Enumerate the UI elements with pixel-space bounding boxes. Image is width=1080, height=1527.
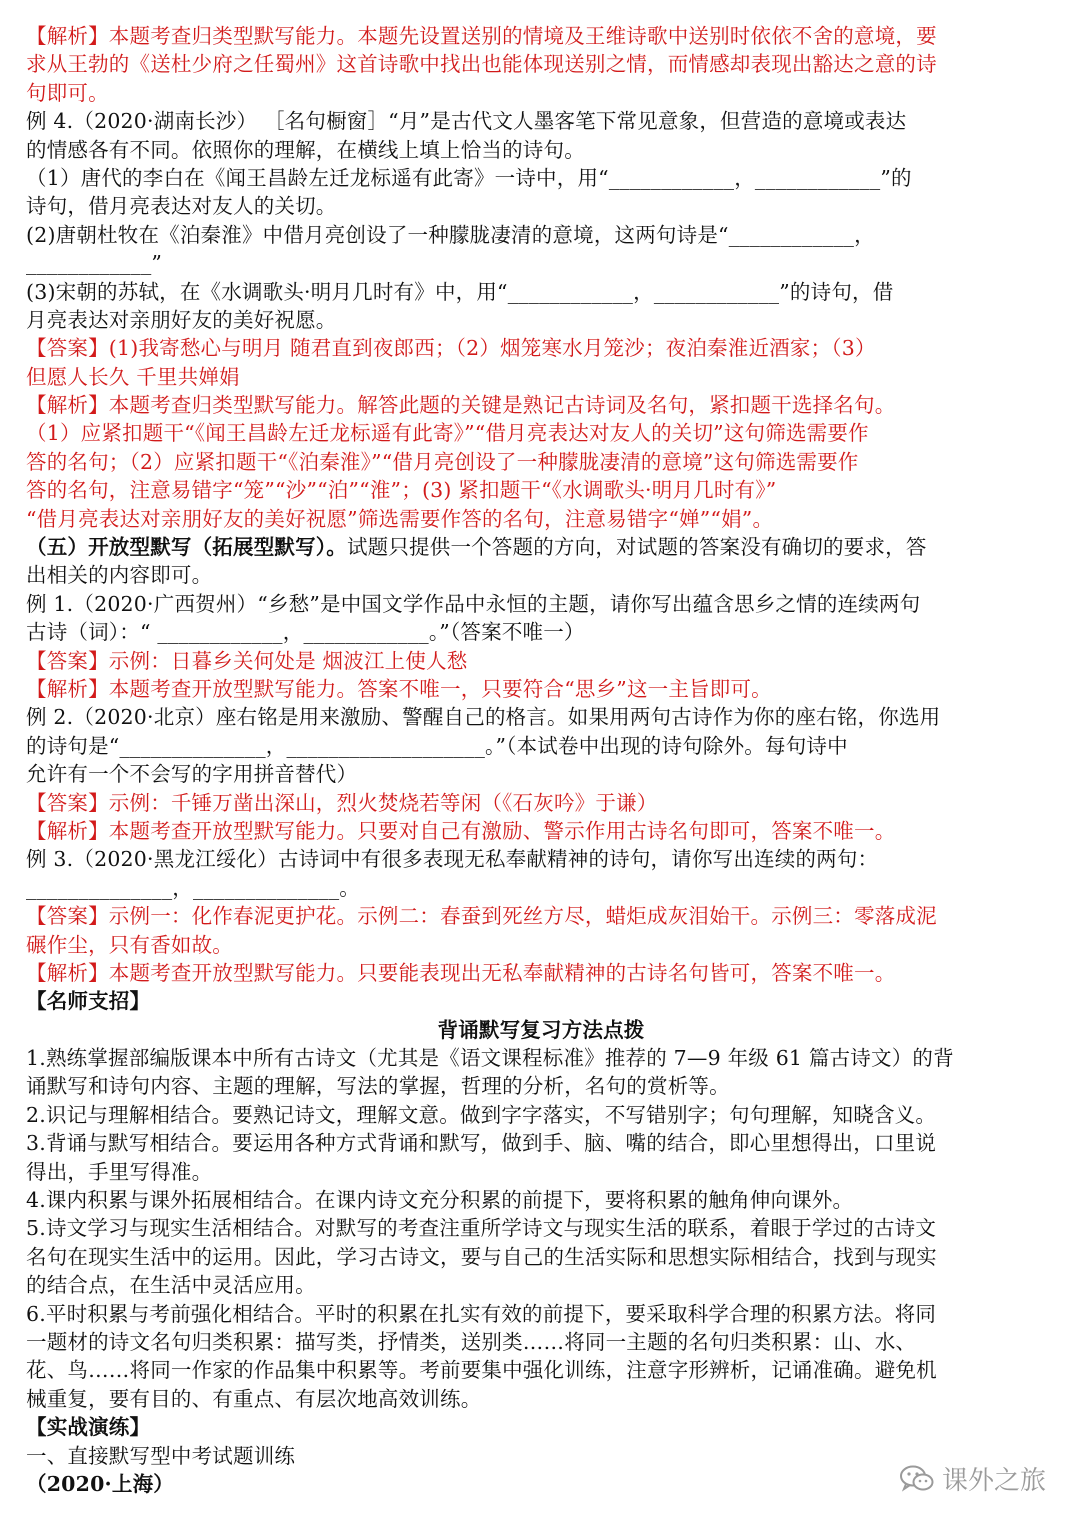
section-5-heading	[26, 533, 1056, 561]
section-5-desc-line-2: 出相关的内容即可。	[26, 563, 213, 588]
method-6-line-2: 一题材的诗文名句归类积累：描写类，抒情类，送别类……将同一主题的名句归类积累：山、水、	[26, 1329, 917, 1354]
method-3-line-1: 3.背诵与默写相结合。要运用各种方式背诵和默写，做到手、脑、嘴的结合，即心里想得出，口里说	[26, 1131, 937, 1156]
method-5-line-2: 名句在现实生活中的运用。因此，学习古诗文，要与自己的生活实际和思想实际相结合，找到与现实	[26, 1244, 937, 1269]
open-example-1-line-1: 例 1.（2020·广西贺州）“乡愁”是中国文学作品中永恒的主题，请你写出蕴含思乡之情的连续两句	[26, 591, 921, 616]
method-5-line-3: 的结合点，在生活中灵活应用。	[26, 1273, 316, 1298]
example-4-sub3-line-2: 月亮表达对亲朋好友的美好祝愿。	[26, 307, 337, 332]
method-1-line-1: 1.熟练掌握部编版课本中所有古诗文（尤其是《语文课程标准》推荐的 7—9 年级 61 篇古诗文）的背	[26, 1046, 954, 1071]
open-example-1-line-2: 古诗（词）：“ ____________，____________。”（答案不唯一）	[26, 620, 585, 645]
document-page	[26, 22, 1056, 1498]
example-4-sub1-line-2: 诗句，借月亮表达对友人的关切。	[26, 194, 337, 219]
method-1-line-2: 诵默写和诗句内容、主题的理解，写法的掌握，哲理的分析，名句的赏析等。	[26, 1074, 730, 1099]
method-5-line-1: 5.诗文学习与现实生活相结合。对默写的考查注重所学诗文与现实生活的联系，着眼于学过的古诗文	[26, 1216, 937, 1241]
watermark	[900, 1460, 1046, 1497]
wechat-icon	[900, 1465, 934, 1493]
analysis-line-1: 【解析】本题考查归类型默写能力。本题先设置送别的情境及王维诗歌中送别时依依不舍的意境，要	[26, 24, 937, 48]
open-example-1-analysis: 【解析】本题考查开放型默写能力。答案不唯一，只要符合“思乡”这一主旨即可。	[26, 676, 772, 701]
method-4: 4.课内积累与课外拓展相结合。在课内诗文充分积累的前提下，要将积累的触角伸向课外。	[26, 1188, 854, 1213]
open-example-1-answer: 【答案】示例：日暮乡关何处是 烟波江上使人愁	[26, 648, 468, 673]
example-4-analysis-line-1: 【解析】本题考查归类型默写能力。解答此题的关键是熟记古诗词及名句，紧扣题干选择名句。	[26, 393, 896, 418]
analysis-line-2: 求从王勃的《送杜少府之任蜀州》这首诗歌中找出也能体现送别之情，而情感却表现出豁达之意的诗	[26, 52, 937, 77]
example-4-sub3-line-1: (3)宋朝的苏轼，在《水调歌头·明月几时有》中，用“____________，____________”的诗句，借	[26, 279, 894, 304]
teacher-tips-heading: 【名师支招】	[26, 989, 151, 1014]
method-title: 背诵默写复习方法点拨	[437, 1017, 645, 1042]
section-5-title: （五）开放型默写（拓展型默写）。	[26, 535, 347, 560]
example-4-question-line-2: 的情感各有不同。依照你的理解，在横线上填上恰当的诗句。	[26, 137, 585, 162]
open-example-3-line-1: 例 3.（2020·黑龙江绥化）古诗词中有很多表现无私奉献精神的诗句，请你写出连续的两句：	[26, 847, 879, 872]
analysis-line-3: 句即可。	[26, 80, 109, 105]
open-example-3-line-2: ______________，______________。	[26, 875, 360, 900]
practice-heading: 【实战演练】	[26, 1415, 151, 1440]
method-6-line-3: 花、鸟……将同一作家的作品集中积累等。考前要集中强化训练，注意字形辨析，记诵准确。避免机	[26, 1358, 937, 1383]
example-4-sub2-line-1: (2)唐朝杜牧在《泊秦淮》中借月亮创设了一种朦胧凄清的意境，这两句诗是“____________，	[26, 222, 875, 247]
example-4-question-line-1: 例 4.（2020·湖南长沙） ［名句橱窗］“月”是古代文人墨客笔下常见意象，但营造的意境或表达	[26, 109, 907, 134]
open-example-2-answer: 【答案】示例：千锤万凿出深山，烈火焚烧若等闲（《石灰吟》于谦）	[26, 790, 658, 815]
example-4-sub2-line-2: ____________”	[26, 251, 163, 276]
example-4-analysis-line-3: 答的名句；（2）应紧扣题干“《泊秦淮》”“借月亮创设了一种朦胧凄清的意境”这句筛选需要作	[26, 449, 859, 474]
example-4-analysis-line-2: （1）应紧扣题干“《闻王昌龄左迁龙标遥有此寄》”“借月亮表达对友人的关切”这句筛选需要作	[26, 421, 869, 446]
practice-section-1: 一、直接默写型中考试题训练	[26, 1443, 296, 1468]
open-example-2-line-2: 的诗句是“______________，___________________。”（本试卷中出现的诗句除外。每句诗中	[26, 733, 848, 758]
open-example-3-answer-line-1: 【答案】示例一：化作春泥更护花。示例二：春蚕到死丝方尽，蜡炬成灰泪始干。示例三：零落成泥	[26, 904, 937, 929]
open-example-3-analysis: 【解析】本题考查开放型默写能力。只要能表现出无私奉献精神的古诗名句皆可，答案不唯一。	[26, 960, 896, 985]
open-example-2-line-3: 允许有一个不会写的字用拼音替代）	[26, 762, 358, 787]
example-4-answer-line-1: 【答案】(1)我寄愁心与明月 随君直到夜郎西；（2）烟笼寒水月笼沙；夜泊秦淮近酒家；（3）	[26, 336, 876, 361]
example-4-analysis-line-5: “借月亮表达对亲朋好友的美好祝愿”筛选需要作答的名句，注意易错字“婵”“娟”。	[26, 506, 774, 531]
watermark-text: 课外之旅	[941, 1466, 1046, 1496]
example-4-sub1-line-1: （1）唐代的李白在《闻王昌龄左迁龙标遥有此寄》一诗中，用“____________，____________”的	[26, 165, 912, 190]
method-2: 2.识记与理解相结合。要熟记诗文，理解文意。做到字字落实，不写错别字；句句理解，知晓含义。	[26, 1102, 937, 1127]
example-4-analysis-line-4: 答的名句，注意易错字“笼”“沙”“泊”“淮”；(3) 紧扣题干“《水调歌头·明月几时有》”	[26, 478, 777, 503]
open-example-3-answer-line-2: 碾作尘，只有香如故。	[26, 932, 233, 957]
method-6-line-1: 6.平时积累与考前强化相结合。平时的积累在扎实有效的前提下，要采取科学合理的积累方法。将同	[26, 1301, 937, 1326]
open-example-2-line-1: 例 2.（2020·北京）座右铭是用来激励、警醒自己的格言。如果用两句古诗作为你的座右铭，你选用	[26, 705, 941, 730]
section-5-desc: 试题只提供一个答题的方向，对试题的答案没有确切的要求，答	[346, 535, 927, 560]
method-3-line-2: 得出，手里写得准。	[26, 1159, 213, 1184]
open-example-2-analysis: 【解析】本题考查开放型默写能力。只要对自己有激励、警示作用古诗名句即可，答案不唯一。	[26, 818, 896, 843]
example-4-answer-line-2: 但愿人长久 千里共婵娟	[26, 364, 240, 389]
method-6-line-4: 械重复，要有目的、有重点、有层次地高效训练。	[26, 1386, 482, 1411]
practice-source: （2020·上海）	[26, 1471, 174, 1496]
